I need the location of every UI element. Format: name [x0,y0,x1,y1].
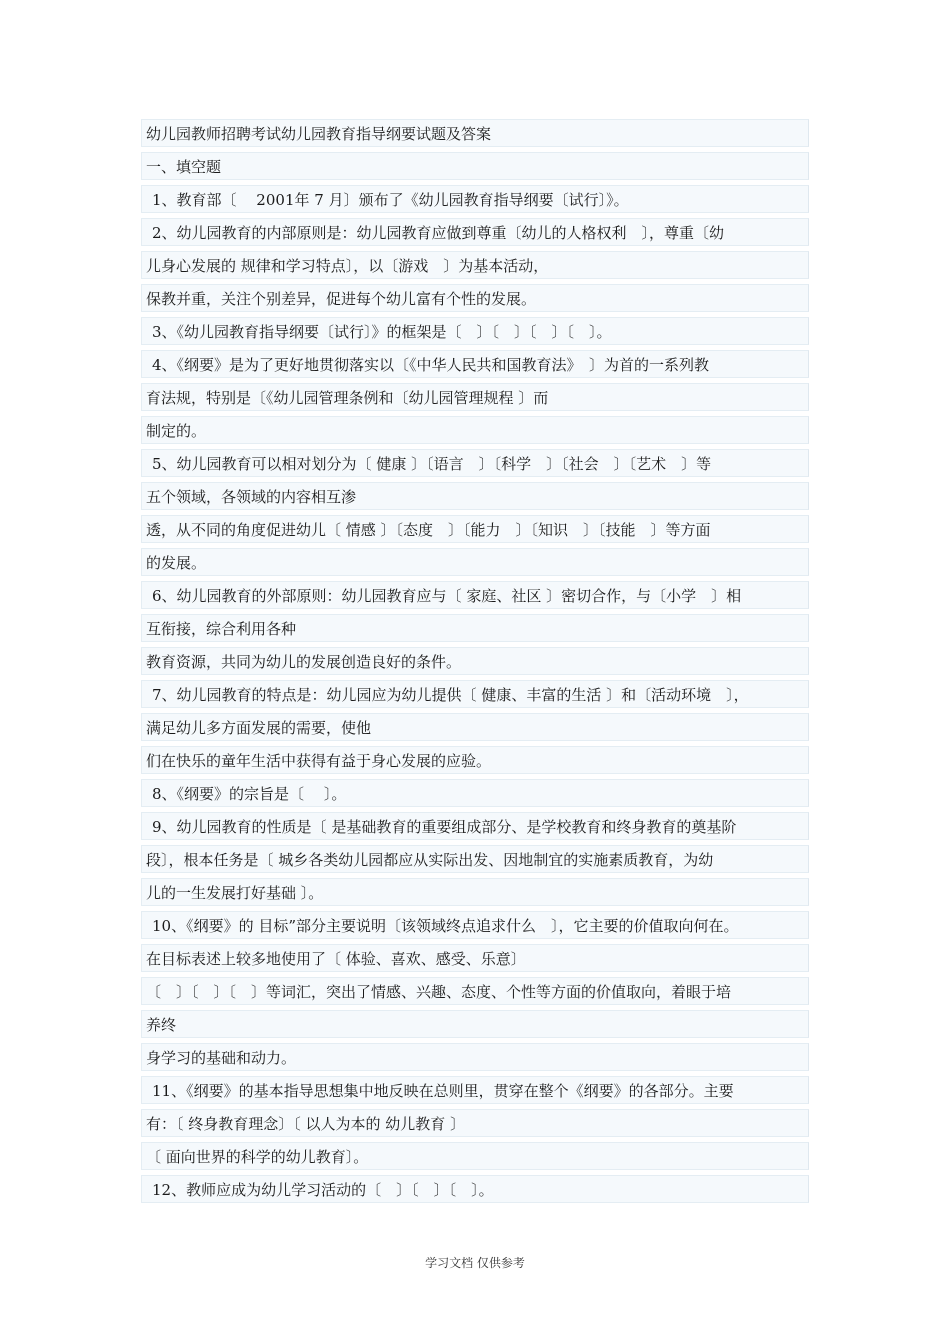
section-heading: 一、填空题 [141,152,809,180]
text-line: 儿身心发展的 规律和学习特点〕，以〔游戏 〕为基本活动， [141,251,809,279]
text-line: 9、幼儿园教育的性质是〔 是基础教育的重要组成部分、是学校教育和终身教育的奠基阶 [141,812,809,840]
text-line: 养终 [141,1010,809,1038]
doc-title: 幼儿园教师招聘考试幼儿园教育指导纲要试题及答案 [141,119,809,147]
text-line: 8、《纲要》的宗旨是〔 〕。 [141,779,809,807]
text-line: 五个领域，各领域的内容相互渗 [141,482,809,510]
text-line: 身学习的基础和动力。 [141,1043,809,1071]
text-line: 5、幼儿园教育可以相对划分为〔 健康 〕〔语言 〕〔科学 〕〔社会 〕〔艺术 〕等 [141,449,809,477]
text-line: 在目标表述上较多地使用了〔 体验、喜欢、感受、乐意〕 [141,944,809,972]
text-line: 制定的。 [141,416,809,444]
text-line: 儿的一生发展打好基础 〕。 [141,878,809,906]
text-line: 有：〔 终身教育理念〕〔 以人为本的 幼儿教育 〕 [141,1109,809,1137]
text-line: 段〕，根本任务是〔 城乡各类幼儿园都应从实际出发、因地制宜的实施素质教育，为幼 [141,845,809,873]
text-line: 7、幼儿园教育的特点是：幼儿园应为幼儿提供〔 健康、丰富的生活 〕和〔活动环境 〕， [141,680,809,708]
text-line: 育法规，特别是〔《幼儿园管理条例和〔幼儿园管理规程 〕而 [141,383,809,411]
text-line: 3、《幼儿园教育指导纲要〔试行〕》的框架是〔 〕〔 〕〔 〕〔 〕。 [141,317,809,345]
text-line: 2、幼儿园教育的内部原则是：幼儿园教育应做到尊重〔幼儿的人格权利 〕，尊重〔幼 [141,218,809,246]
text-line: 6、幼儿园教育的外部原则：幼儿园教育应与〔 家庭、社区 〕密切合作，与〔小学 〕相 [141,581,809,609]
text-line: 〔 面向世界的科学的幼儿教育〕。 [141,1142,809,1170]
text-line: 的发展。 [141,548,809,576]
document-body [141,119,809,1208]
text-line: 4、《纲要》是为了更好地贯彻落实以〔《中华人民共和国教育法》 〕为首的一系列教 [141,350,809,378]
text-line: 〔 〕〔 〕〔 〕等词汇，突出了情感、兴趣、态度、个性等方面的价值取向，着眼于培 [141,977,809,1005]
page-footer: 学习文档 仅供参考 [425,1256,525,1270]
text-line: 互衔接，综合利用各种 [141,614,809,642]
text-line: 们在快乐的童年生活中获得有益于身心发展的应验。 [141,746,809,774]
text-line: 1、教育部〔 2001年 7 月〕颁布了《幼儿园教育指导纲要〔试行〕》。 [141,185,809,213]
text-line: 教育资源，共同为幼儿的发展创造良好的条件。 [141,647,809,675]
text-line: 透，从不同的角度促进幼儿〔 情感 〕〔态度 〕〔能力 〕〔知识 〕〔技能 〕等方面 [141,515,809,543]
text-line: 保教并重，关注个别差异，促进每个幼儿富有个性的发展。 [141,284,809,312]
text-line: 11、《纲要》的基本指导思想集中地反映在总则里，贯穿在整个《纲要》的各部分。主要 [141,1076,809,1104]
text-line: 满足幼儿多方面发展的需要，使他 [141,713,809,741]
text-line: 12、教师应成为幼儿学习活动的〔 〕〔 〕〔 〕。 [141,1175,809,1203]
text-line: 10、《纲要》的 目标”部分主要说明〔该领域终点追求什么 〕，它主要的价值取向何在。 [141,911,809,939]
